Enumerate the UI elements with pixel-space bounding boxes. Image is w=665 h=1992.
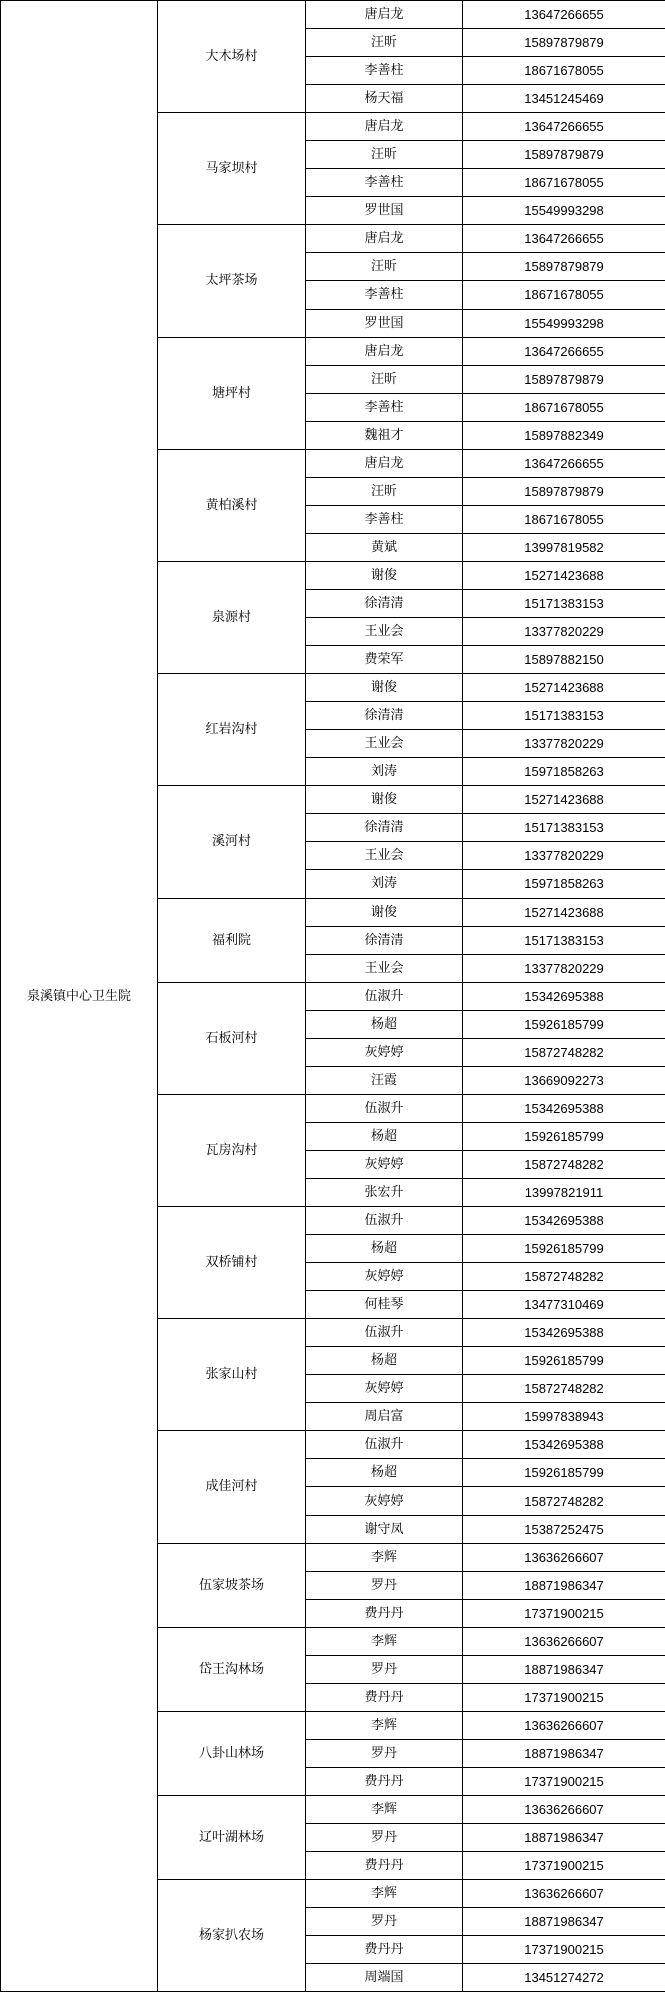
contact-name-cell: 费丹丹: [306, 1767, 463, 1795]
contact-phone-cell: 18871986347: [463, 1739, 665, 1767]
contact-name-cell: 唐启龙: [306, 337, 463, 365]
contact-name-cell: 李善柱: [306, 393, 463, 421]
contact-phone-cell: 13636266607: [463, 1711, 665, 1739]
village-name-cell: 大木场村: [158, 1, 306, 113]
contact-name-cell: 汪霞: [306, 1066, 463, 1094]
contact-phone-cell: 15342695388: [463, 982, 665, 1010]
contact-phone-cell: 13377820229: [463, 618, 665, 646]
contact-phone-cell: 15997838943: [463, 1403, 665, 1431]
village-name-cell: 伍家坡茶场: [158, 1543, 306, 1627]
village-name-cell: 八卦山林场: [158, 1711, 306, 1795]
contact-phone-cell: 15342695388: [463, 1094, 665, 1122]
contact-name-cell: 费丹丹: [306, 1852, 463, 1880]
contact-name-cell: 王业会: [306, 954, 463, 982]
contact-name-cell: 汪昕: [306, 141, 463, 169]
contact-name-cell: 伍淑升: [306, 1207, 463, 1235]
contact-phone-cell: 15971858263: [463, 870, 665, 898]
contact-name-cell: 李辉: [306, 1543, 463, 1571]
village-name-cell: 辽叶湖林场: [158, 1796, 306, 1880]
contact-name-cell: 罗丹: [306, 1655, 463, 1683]
contact-name-cell: 伍淑升: [306, 1094, 463, 1122]
village-name-cell: 福利院: [158, 898, 306, 982]
contact-name-cell: 灰婷婷: [306, 1375, 463, 1403]
contact-phone-cell: 15897879879: [463, 365, 665, 393]
contact-phone-cell: 15926185799: [463, 1459, 665, 1487]
contact-phone-cell: 15926185799: [463, 1122, 665, 1150]
contact-phone-cell: 13451274272: [463, 1964, 665, 1992]
contact-name-cell: 徐清清: [306, 814, 463, 842]
contact-phone-cell: 15897882349: [463, 421, 665, 449]
contact-phone-cell: 13997819582: [463, 533, 665, 561]
contact-name-cell: 黄斌: [306, 533, 463, 561]
contact-phone-cell: 17371900215: [463, 1767, 665, 1795]
contact-name-cell: 汪昕: [306, 477, 463, 505]
contact-phone-cell: 15897882150: [463, 646, 665, 674]
contact-name-cell: 何桂琴: [306, 1291, 463, 1319]
contact-phone-cell: 15897879879: [463, 141, 665, 169]
contact-phone-cell: 15342695388: [463, 1431, 665, 1459]
contact-name-cell: 杨超: [306, 1235, 463, 1263]
contact-name-cell: 刘涛: [306, 870, 463, 898]
contact-phone-cell: 15271423688: [463, 786, 665, 814]
contact-name-cell: 徐清清: [306, 589, 463, 617]
contact-name-cell: 魏祖才: [306, 421, 463, 449]
contact-phone-cell: 13377820229: [463, 730, 665, 758]
contact-phone-cell: 13636266607: [463, 1880, 665, 1908]
contact-phone-cell: 13647266655: [463, 449, 665, 477]
contact-name-cell: 徐清清: [306, 702, 463, 730]
contact-phone-cell: 15271423688: [463, 898, 665, 926]
contact-name-cell: 李辉: [306, 1796, 463, 1824]
contact-phone-cell: 13477310469: [463, 1291, 665, 1319]
contact-name-cell: 李善柱: [306, 281, 463, 309]
contact-name-cell: 谢俊: [306, 561, 463, 589]
contact-name-cell: 刘涛: [306, 758, 463, 786]
village-name-cell: 岱王沟林场: [158, 1627, 306, 1711]
contact-name-cell: 伍淑升: [306, 1431, 463, 1459]
contact-phone-cell: 17371900215: [463, 1683, 665, 1711]
village-name-cell: 双桥铺村: [158, 1207, 306, 1319]
contact-table-body: [1, 1, 665, 1992]
contact-phone-cell: 17371900215: [463, 1936, 665, 1964]
contact-name-cell: 罗世国: [306, 197, 463, 225]
contact-phone-cell: 13647266655: [463, 113, 665, 141]
village-name-cell: 张家山村: [158, 1319, 306, 1431]
contact-name-cell: 周端国: [306, 1964, 463, 1992]
contact-phone-cell: 15872748282: [463, 1375, 665, 1403]
contact-name-cell: 李辉: [306, 1627, 463, 1655]
contact-phone-cell: 15872748282: [463, 1038, 665, 1066]
contact-phone-cell: 18871986347: [463, 1655, 665, 1683]
contact-phone-cell: 15897879879: [463, 477, 665, 505]
contact-phone-cell: 15926185799: [463, 1347, 665, 1375]
contact-name-cell: 杨超: [306, 1122, 463, 1150]
contact-name-cell: 伍淑升: [306, 982, 463, 1010]
contact-phone-cell: 17371900215: [463, 1599, 665, 1627]
village-name-cell: 石板河村: [158, 982, 306, 1094]
contact-phone-cell: 13669092273: [463, 1066, 665, 1094]
contact-name-cell: 汪昕: [306, 29, 463, 57]
contact-name-cell: 唐启龙: [306, 113, 463, 141]
contact-phone-cell: 17371900215: [463, 1852, 665, 1880]
contact-phone-cell: 13997821911: [463, 1178, 665, 1206]
village-name-cell: 马家坝村: [158, 113, 306, 225]
contact-name-cell: 李善柱: [306, 169, 463, 197]
contact-phone-cell: 13636266607: [463, 1627, 665, 1655]
contact-name-cell: 唐启龙: [306, 449, 463, 477]
contact-phone-cell: 15926185799: [463, 1235, 665, 1263]
contact-phone-cell: 18871986347: [463, 1908, 665, 1936]
contact-phone-cell: 15872748282: [463, 1263, 665, 1291]
contact-name-cell: 徐清清: [306, 926, 463, 954]
contact-phone-cell: 13647266655: [463, 337, 665, 365]
village-name-cell: 溪河村: [158, 786, 306, 898]
hospital-name-cell: 泉溪镇中心卫生院: [1, 1, 158, 1992]
village-name-cell: 塘坪村: [158, 337, 306, 449]
contact-name-cell: 李善柱: [306, 57, 463, 85]
contact-phone-cell: 18671678055: [463, 505, 665, 533]
village-name-cell: 太坪茶场: [158, 225, 306, 337]
contact-name-cell: 汪昕: [306, 365, 463, 393]
village-name-cell: 泉源村: [158, 561, 306, 673]
contact-name-cell: 伍淑升: [306, 1319, 463, 1347]
contact-name-cell: 谢守凤: [306, 1515, 463, 1543]
contact-name-cell: 杨超: [306, 1010, 463, 1038]
contact-name-cell: 谢俊: [306, 786, 463, 814]
contact-phone-cell: 15971858263: [463, 758, 665, 786]
contact-name-cell: 周启富: [306, 1403, 463, 1431]
contact-phone-cell: 15171383153: [463, 926, 665, 954]
contact-phone-cell: 18871986347: [463, 1824, 665, 1852]
contact-name-cell: 罗丹: [306, 1739, 463, 1767]
contact-phone-cell: 18671678055: [463, 169, 665, 197]
contact-name-cell: 唐启龙: [306, 225, 463, 253]
contact-name-cell: 李辉: [306, 1880, 463, 1908]
village-name-cell: 瓦房沟村: [158, 1094, 306, 1206]
contact-name-cell: 灰婷婷: [306, 1487, 463, 1515]
contact-name-cell: 王业会: [306, 730, 463, 758]
contact-phone-cell: 18671678055: [463, 393, 665, 421]
contact-name-cell: 杨天福: [306, 85, 463, 113]
contact-phone-cell: 15342695388: [463, 1319, 665, 1347]
contact-phone-cell: 15549993298: [463, 197, 665, 225]
contact-phone-cell: 15897879879: [463, 29, 665, 57]
contact-phone-cell: 15926185799: [463, 1010, 665, 1038]
contact-name-cell: 谢俊: [306, 674, 463, 702]
contact-phone-cell: 15342695388: [463, 1207, 665, 1235]
village-name-cell: 成佳河村: [158, 1431, 306, 1543]
contact-name-cell: 费丹丹: [306, 1599, 463, 1627]
contact-name-cell: 罗世国: [306, 309, 463, 337]
contact-phone-cell: 13377820229: [463, 954, 665, 982]
contact-name-cell: 费丹丹: [306, 1936, 463, 1964]
contact-name-cell: 李善柱: [306, 505, 463, 533]
village-name-cell: 黄柏溪村: [158, 449, 306, 561]
contact-name-cell: 罗丹: [306, 1908, 463, 1936]
contact-phone-cell: 13636266607: [463, 1543, 665, 1571]
contact-name-cell: 罗丹: [306, 1571, 463, 1599]
contact-phone-cell: 13647266655: [463, 1, 665, 29]
village-name-cell: 红岩沟村: [158, 674, 306, 786]
contact-phone-cell: 18871986347: [463, 1571, 665, 1599]
contact-name-cell: 杨超: [306, 1459, 463, 1487]
contact-name-cell: 罗丹: [306, 1824, 463, 1852]
contact-name-cell: 灰婷婷: [306, 1263, 463, 1291]
contact-name-cell: 唐启龙: [306, 1, 463, 29]
contact-name-cell: 杨超: [306, 1347, 463, 1375]
contact-phone-cell: 15171383153: [463, 589, 665, 617]
contact-name-cell: 汪昕: [306, 253, 463, 281]
contact-phone-cell: 13377820229: [463, 842, 665, 870]
contact-name-cell: 费荣军: [306, 646, 463, 674]
contact-phone-cell: 18671678055: [463, 57, 665, 85]
contact-phone-cell: 15872748282: [463, 1487, 665, 1515]
contact-phone-cell: 15171383153: [463, 814, 665, 842]
contact-name-cell: 张宏升: [306, 1178, 463, 1206]
contact-name-cell: 灰婷婷: [306, 1038, 463, 1066]
contact-phone-cell: 15872748282: [463, 1150, 665, 1178]
contact-phone-cell: 15271423688: [463, 561, 665, 589]
contact-name-cell: 王业会: [306, 842, 463, 870]
contact-name-cell: 灰婷婷: [306, 1150, 463, 1178]
contact-phone-cell: 13636266607: [463, 1796, 665, 1824]
contact-name-cell: 费丹丹: [306, 1683, 463, 1711]
contact-phone-cell: 15897879879: [463, 253, 665, 281]
contact-phone-cell: 15549993298: [463, 309, 665, 337]
contact-phone-cell: 15387252475: [463, 1515, 665, 1543]
contact-name-cell: 李辉: [306, 1711, 463, 1739]
contact-phone-cell: 15171383153: [463, 702, 665, 730]
contact-phone-cell: 13647266655: [463, 225, 665, 253]
contact-phone-cell: 18671678055: [463, 281, 665, 309]
village-name-cell: 杨家扒农场: [158, 1880, 306, 1992]
contact-name-cell: 王业会: [306, 618, 463, 646]
contact-phone-cell: 15271423688: [463, 674, 665, 702]
contact-name-cell: 谢俊: [306, 898, 463, 926]
table-row: [1, 1, 665, 29]
contact-phone-cell: 13451245469: [463, 85, 665, 113]
